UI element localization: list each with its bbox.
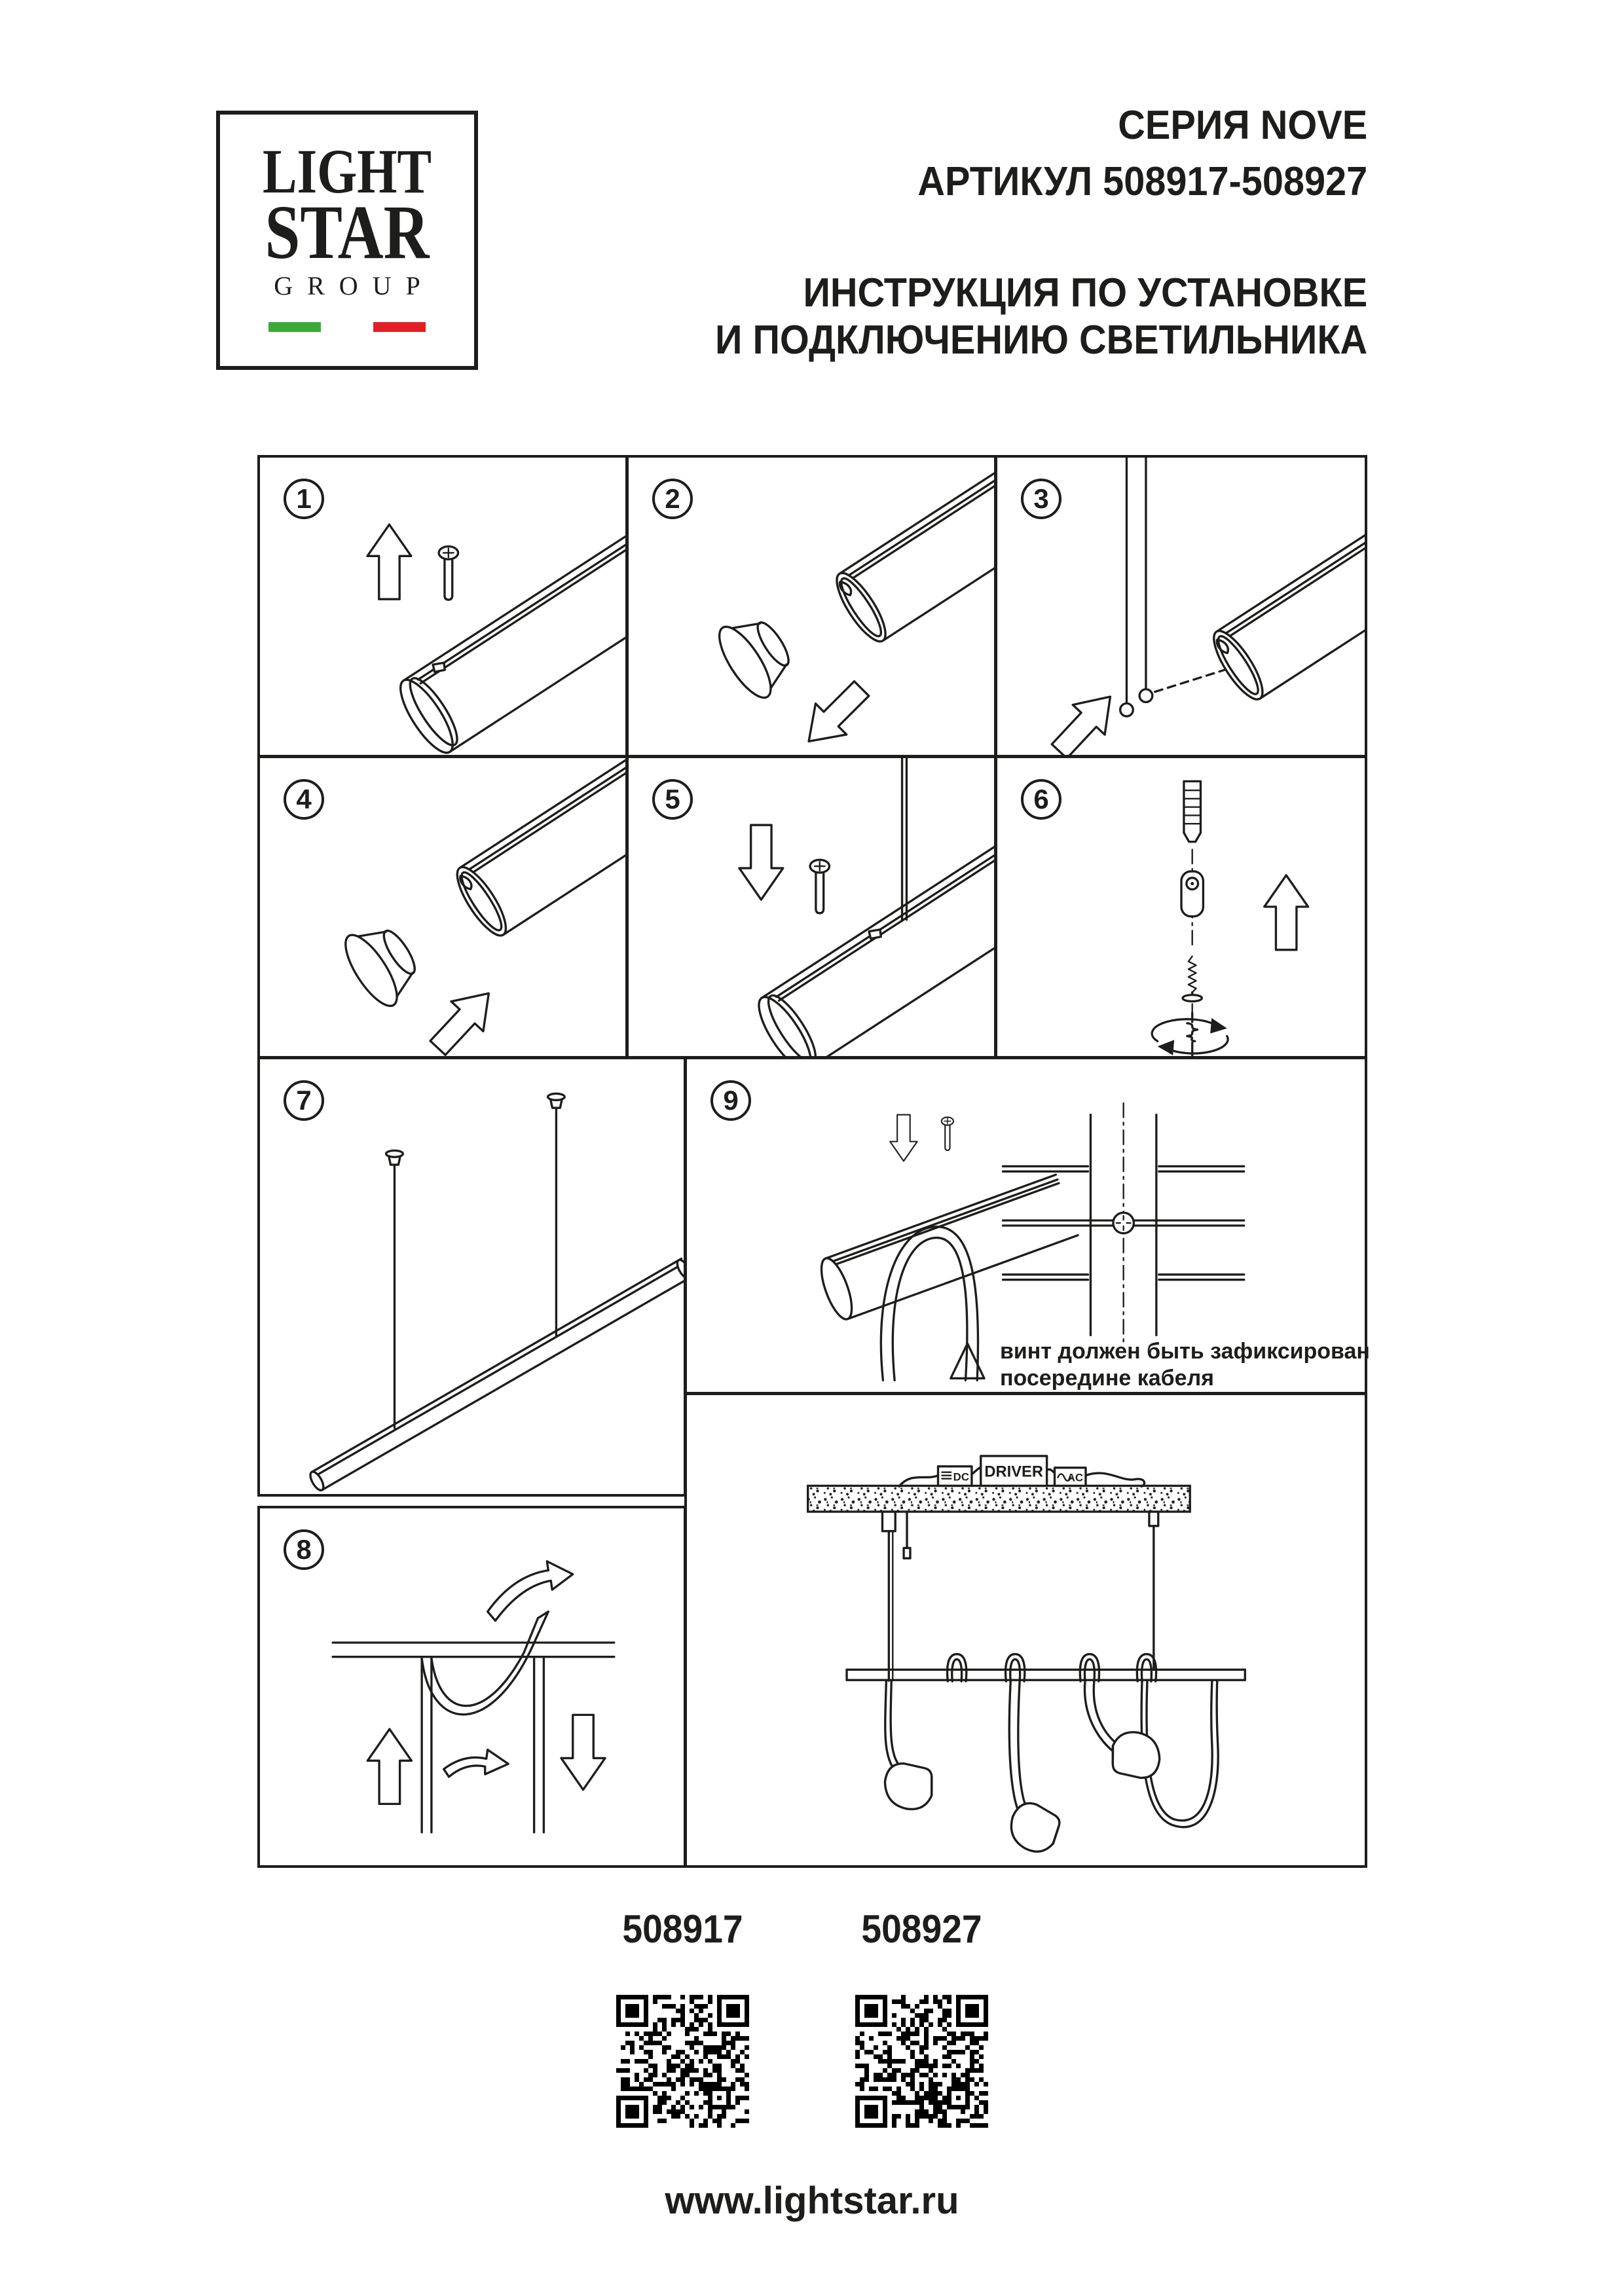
step-6-panel xyxy=(995,756,1367,1059)
flag-red-segment xyxy=(373,322,426,332)
qr-label: 508927 xyxy=(861,1907,982,1951)
warning-line1: винт должен быть зафиксирован xyxy=(1000,1339,1370,1364)
series-title: СЕРИЯ NOVE xyxy=(1118,103,1367,148)
step-1-number: 1 xyxy=(284,479,324,519)
step-7-panel xyxy=(257,1057,686,1497)
cable-loop xyxy=(1080,1654,1099,1682)
tube-open-end xyxy=(828,458,994,647)
down-left-arrow-icon xyxy=(793,673,877,755)
ceiling-mount-icon xyxy=(386,1150,403,1165)
warning-line2: посередине кабеля xyxy=(1000,1366,1215,1391)
step-5-panel xyxy=(626,756,997,1059)
flag-green-segment xyxy=(268,322,321,332)
document-header xyxy=(666,102,1367,364)
tube-open-end xyxy=(449,758,625,942)
tube-end xyxy=(815,1175,1078,1322)
down-arrow-icon xyxy=(739,825,783,900)
up-arrow-icon xyxy=(1264,875,1308,950)
step-2-panel xyxy=(626,455,997,757)
spotlight-head-icon xyxy=(876,1751,943,1819)
cable-gripper-icon xyxy=(1181,871,1203,917)
driver-label: DRIVER xyxy=(984,1463,1044,1481)
step-8-illustration xyxy=(260,1508,684,1865)
end-cap xyxy=(710,605,803,705)
logo-word-star: STAR xyxy=(265,189,430,275)
tube-open-end xyxy=(1206,471,1365,706)
assembly-overview-illustration xyxy=(687,1395,1365,1865)
tube-illustration xyxy=(392,498,625,755)
italian-flag-bar xyxy=(268,322,426,332)
qr-code-image xyxy=(616,1995,749,2128)
instruction-title-line2: И ПОДКЛЮЧЕНИЮ СВЕТИЛЬНИКА xyxy=(714,318,1367,363)
tube-illustration xyxy=(750,816,994,1056)
screw-icon xyxy=(942,1117,953,1150)
qr-label: 508917 xyxy=(622,1907,743,1951)
logo-word-light: LIGHT xyxy=(262,136,432,206)
cable-loop xyxy=(948,1654,967,1682)
curved-arrow-icon xyxy=(444,1750,509,1777)
step-9-panel xyxy=(684,1057,1370,1394)
pendant-tube xyxy=(308,1258,684,1492)
cable-adjuster xyxy=(1149,1512,1158,1526)
step-8-number: 8 xyxy=(284,1529,324,1570)
step-6-number: 6 xyxy=(1021,779,1061,820)
logo-word-group: GROUP xyxy=(274,271,435,301)
step-3-panel xyxy=(995,455,1367,757)
ceiling-mount-icon xyxy=(548,1093,565,1108)
up-right-arrow-icon xyxy=(422,978,505,1056)
step-4-number: 4 xyxy=(284,779,324,820)
ac-label: AC xyxy=(1067,1471,1084,1484)
screw-icon xyxy=(439,547,458,600)
screw-thread-icon xyxy=(1183,957,1202,1002)
lightstar-logo xyxy=(216,111,478,370)
qr-block-508917 xyxy=(612,1906,753,2131)
warning-note xyxy=(1000,1338,1370,1392)
cable-adjuster xyxy=(882,1512,895,1531)
dc-label: DC xyxy=(953,1470,969,1484)
ceiling-slab xyxy=(808,1485,1190,1512)
website-url: www.lightstar.ru xyxy=(665,2179,959,2222)
step-7-number: 7 xyxy=(284,1080,324,1121)
step-8-panel xyxy=(257,1506,686,1868)
up-arrow-icon xyxy=(367,524,411,599)
wall-anchor-icon xyxy=(1184,781,1201,841)
step-5-number: 5 xyxy=(652,779,693,820)
step-2-number: 2 xyxy=(652,479,693,519)
qr-block-508927 xyxy=(851,1906,992,2131)
down-arrow-icon xyxy=(561,1715,605,1789)
step-3-number: 3 xyxy=(1021,479,1061,519)
wire xyxy=(1086,1473,1145,1486)
assembly-overview-panel xyxy=(684,1393,1367,1868)
cable-loop xyxy=(1006,1654,1025,1682)
article-number: АРТИКУЛ 508917-508927 xyxy=(917,159,1367,204)
curved-arrow-icon xyxy=(488,1561,573,1621)
step-1-panel xyxy=(257,455,628,757)
rotate-icon xyxy=(1152,1013,1228,1055)
step-7-illustration xyxy=(260,1059,684,1494)
qr-code-image xyxy=(855,1995,988,2128)
up-arrow-icon xyxy=(367,1729,411,1804)
lamp-cable xyxy=(1084,1681,1116,1754)
flag-white-segment xyxy=(321,322,373,332)
spotlight-head-icon xyxy=(1006,1798,1064,1857)
spotlight-head-icon xyxy=(1101,1722,1168,1790)
instruction-title-line1: ИНСТРУКЦИЯ ПО УСТАНОВКЕ xyxy=(803,270,1367,316)
up-right-arrow-icon xyxy=(1043,682,1126,755)
down-arrow-icon xyxy=(890,1115,917,1161)
step-9-number: 9 xyxy=(710,1080,751,1121)
step-4-panel xyxy=(257,756,628,1059)
screw-icon xyxy=(810,860,829,913)
end-cap xyxy=(337,913,429,1013)
